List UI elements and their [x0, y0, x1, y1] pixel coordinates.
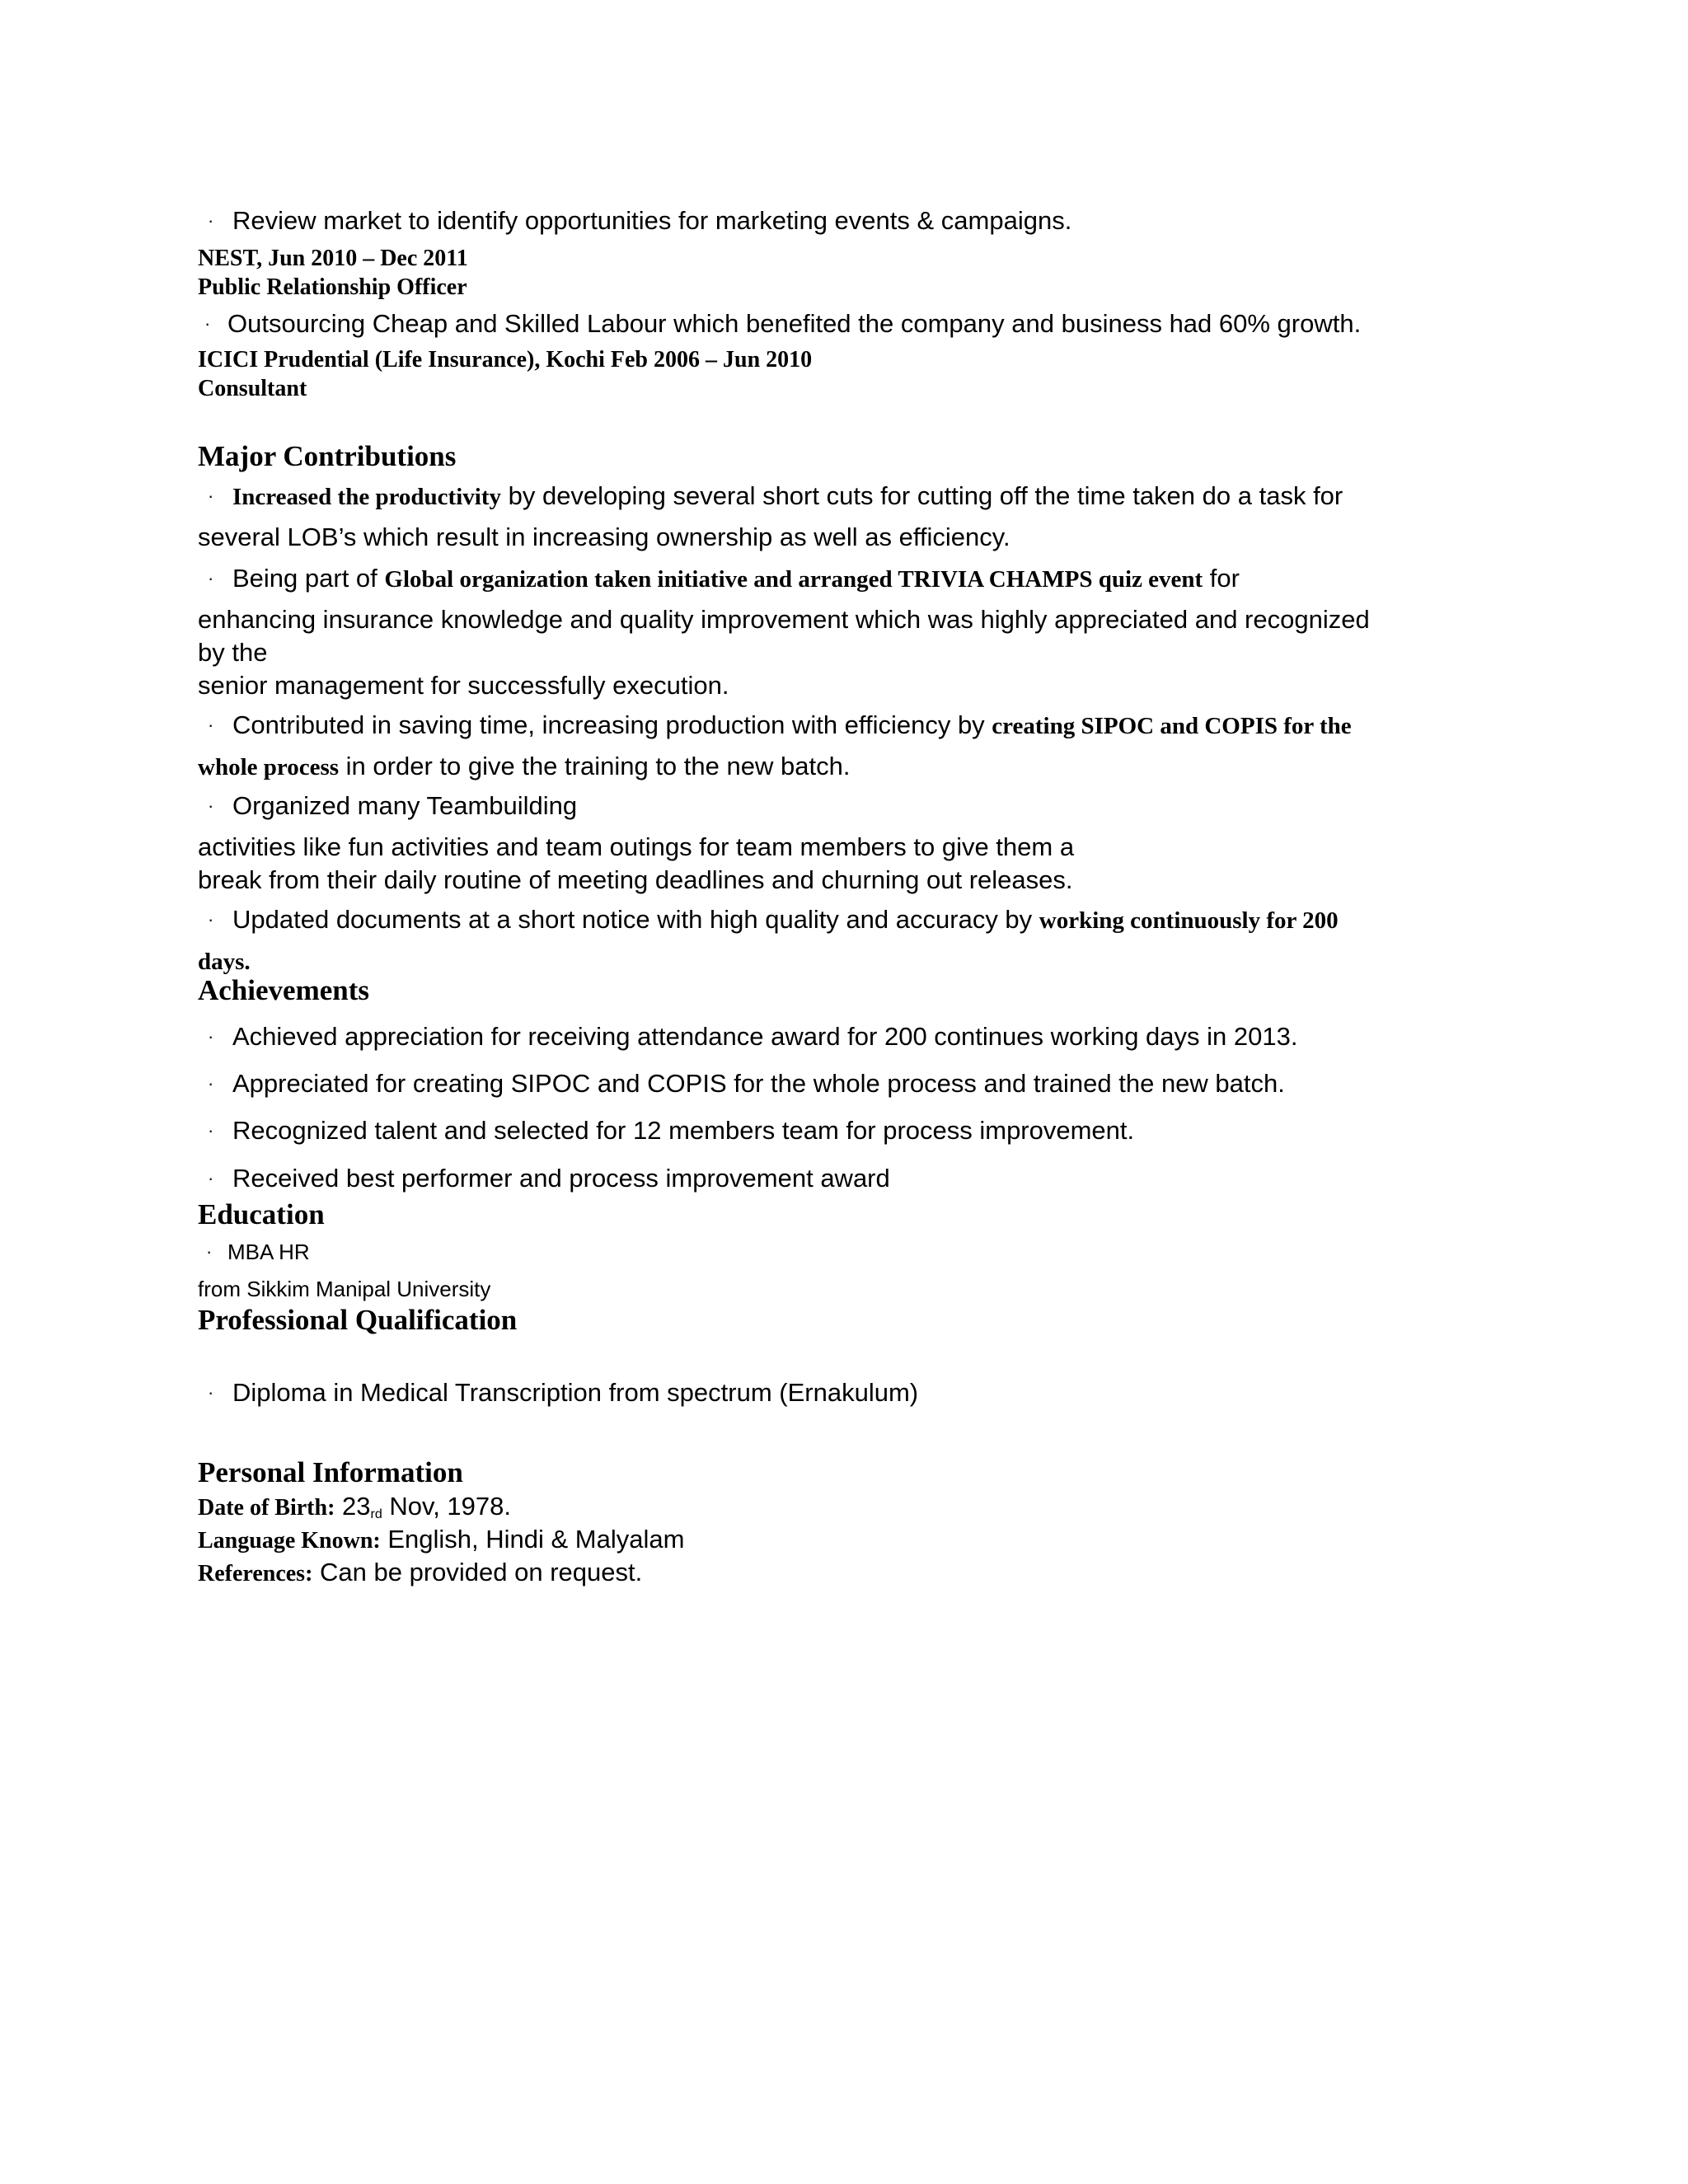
education-heading: Education [198, 1198, 325, 1230]
bullet: · [208, 909, 214, 930]
bullet: · [208, 1168, 214, 1188]
achievements-heading: Achievements [198, 974, 370, 1006]
icici-job-role: Consultant [198, 376, 307, 401]
bullet: · [208, 568, 214, 588]
bullet-outsourcing: Outsourcing Cheap and Skilled Labour which benefited the company and business had 60% growth. [227, 309, 1362, 338]
contribution-item-2-line-3: by the [198, 638, 268, 667]
nest-job-role: Public Relationship Officer [198, 274, 467, 300]
bullet: · [208, 1073, 214, 1094]
contribution-item-3-line-2-text: in order to give the training to the new batch. [339, 752, 851, 780]
contribution-item-2-post: for [1203, 564, 1240, 593]
contribution-item-4-line-2: activities like fun activities and team outings for team members to give them a [198, 832, 1075, 861]
contribution-item-3-line-2 [198, 750, 850, 784]
achievement-item: Achieved appreciation for receiving attendance award for 200 continues working days in 2013. [232, 1022, 1298, 1051]
achievement-item: Recognized talent and selected for 12 members team for process improvement. [232, 1116, 1135, 1145]
bullet: · [208, 795, 214, 816]
bullet-market-review: Review market to identify opportunities for marketing events & campaigns. [232, 206, 1072, 235]
contribution-item-1-line-2: several LOB’s which result in increasing ownership as well as efficiency. [198, 523, 1010, 551]
contribution-item-1-bold: Increased the productivity [232, 484, 501, 510]
contribution-item-5 [232, 903, 1339, 937]
bullet: · [208, 210, 214, 231]
achievement-item: Appreciated for creating SIPOC and COPIS for the whole process and trained the new batch. [232, 1069, 1285, 1098]
contribution-item-2-bold: Global organization taken initiative and arranged TRIVIA CHAMPS quiz event [384, 566, 1203, 593]
dob-suffix: rd [370, 1507, 382, 1521]
references-value: Can be provided on request. [312, 1558, 643, 1586]
dob-day: 23 [335, 1492, 371, 1521]
achievement-item: Received best performer and process improvement award [232, 1164, 890, 1193]
bullet: · [208, 1026, 214, 1047]
contribution-item-3-bold: creating SIPOC and COPIS for the [992, 713, 1352, 739]
contribution-item-3 [232, 709, 1352, 743]
bullet: · [206, 1241, 213, 1262]
language-value: English, Hindi & Malyalam [380, 1525, 685, 1554]
contribution-item-3-text: Contributed in saving time, increasing production with efficiency by [232, 710, 992, 739]
references-label: References: [198, 1561, 313, 1586]
contribution-item-2-pre: Being part of [232, 564, 385, 593]
education-university: from Sikkim Manipal University [198, 1277, 491, 1301]
bullet: · [204, 313, 211, 334]
dob-rest: Nov, 1978. [382, 1492, 511, 1521]
bullet: · [208, 1120, 214, 1141]
language-label: Language Known: [198, 1528, 381, 1554]
icici-job-title: ICICI Prudential (Life Insurance), Kochi Feb 2006 – Jun 2010 [198, 347, 813, 373]
references [198, 1556, 642, 1591]
contribution-item-1-text: by developing several short cuts for cutting off the time taken do a task for [500, 481, 1343, 510]
contribution-item-4: Organized many Teambuilding [232, 791, 578, 820]
contribution-item-3-line-2-bold: whole process [198, 754, 340, 780]
professional-qualification-heading: Professional Qualification [198, 1304, 518, 1336]
nest-job-title: NEST, Jun 2010 – Dec 2011 [198, 246, 468, 271]
personal-information-heading: Personal Information [198, 1456, 463, 1488]
contribution-item-2 [232, 562, 1240, 596]
bullet: · [208, 1382, 214, 1403]
contribution-item-5-text: Updated documents at a short notice with high quality and accuracy by [232, 905, 1039, 934]
major-contributions-heading: Major Contributions [198, 440, 457, 472]
qualification-item: Diploma in Medical Transcription from spectrum (Ernakulum) [232, 1378, 919, 1407]
language-known [198, 1523, 684, 1558]
contribution-item-5-bold: working continuously for 200 [1039, 907, 1339, 934]
contribution-item-1 [232, 480, 1343, 513]
bullet: · [208, 485, 214, 506]
contribution-item-4-line-3: break from their daily routine of meeting deadlines and churning out releases. [198, 865, 1073, 894]
education-degree: MBA HR [227, 1240, 310, 1264]
contribution-item-2-line-2: enhancing insurance knowledge and quality improvement which was highly appreciated and recognized [198, 605, 1370, 634]
dob-label: Date of Birth: [198, 1495, 335, 1521]
bullet: · [208, 715, 214, 735]
contribution-item-2-line-4: senior management for successfully execution. [198, 671, 729, 700]
contribution-item-5-line-2-bold: days. [198, 949, 251, 975]
